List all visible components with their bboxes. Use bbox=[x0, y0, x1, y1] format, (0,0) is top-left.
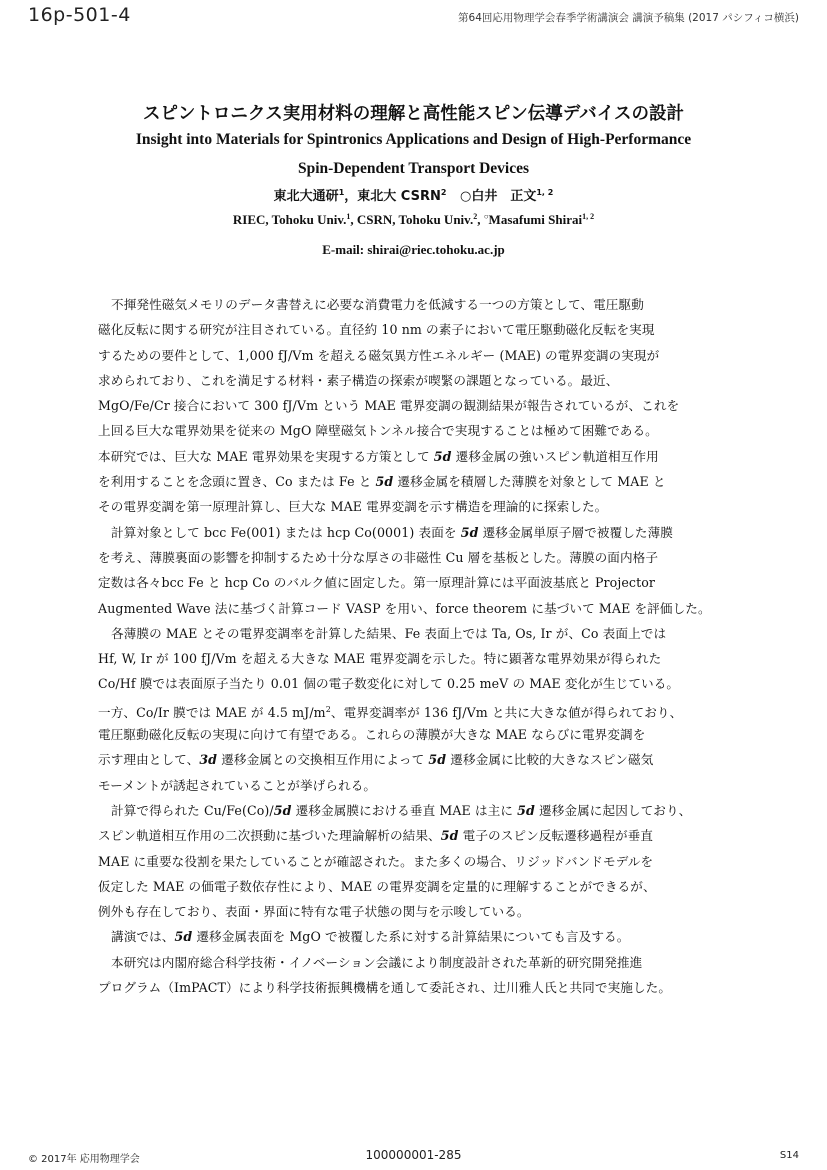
affiliation-1-sup: 1 bbox=[338, 188, 345, 197]
text-line: その電界変調を第一原理計算し、巨大な MAE 電界変調を示す構造を理論的に探索した。 bbox=[98, 499, 608, 515]
author-email: E-mail: shirai@riec.tohoku.ac.jp bbox=[322, 242, 505, 257]
affiliation-1-sup: 1 bbox=[346, 212, 351, 221]
text-line: 例外も存在しており、表面・界面に特有な電子状態の関与を示唆している。 bbox=[98, 904, 530, 920]
title-japanese: スピントロニクス実用材料の理解と高性能スピン伝導デバイスの設計 bbox=[142, 104, 685, 124]
separator: , bbox=[477, 212, 484, 227]
text-line: 不揮発性磁気メモリのデータ書替えに必要な消費電力を低減する一つの方策として、電圧駆動 bbox=[111, 297, 644, 312]
text-line: 計算で得られた Cu/Fe(Co)/5d 遷移金属膜における垂直 MAE は主に 5d 遷移金属に起因しており、 bbox=[111, 802, 692, 818]
author-name-jp: 白井 正文 bbox=[471, 189, 537, 204]
text-line: するための要件として、1,000 fJ/Vm を超える磁気異方性エネルギー (MAE) の電界変調の実現が bbox=[98, 347, 660, 363]
affiliation-1-en: RIEC, Tohoku Univ. bbox=[232, 212, 347, 227]
text-line: プログラム（ImPACT）により科学技術振興機構を通して委託され、辻川雅人氏と共同で実施した。 bbox=[98, 980, 672, 996]
title-english-line-1: Insight into Materials for Spintronics Applications and Design of High-Performance bbox=[135, 131, 692, 148]
presenter-mark: ○ bbox=[460, 189, 472, 204]
text-line: 電圧駆動磁化反転の実現に向けて有望である。これらの薄膜が大きな MAE ならびに電界変調を bbox=[98, 727, 646, 743]
affiliation-2-jp: 東北大 CSRN bbox=[357, 189, 441, 204]
separator: , bbox=[350, 212, 357, 227]
affiliation-2-sup: 2 bbox=[440, 188, 447, 197]
page-number: S14 bbox=[779, 1150, 799, 1161]
text-line: Augmented Wave 法に基づく計算コード VASP を用い、force theorem に基づいて MAE を評価した。 bbox=[98, 600, 711, 616]
text-line: を利用することを念頭に置き、Co または Fe と 5d 遷移金属を積層した薄膜を対象として MAE と bbox=[98, 474, 666, 490]
text-line: 計算対象として bcc Fe(001) または hcp Co(0001) 表面を 5d 遷移金属単原子層で被覆した薄膜 bbox=[111, 524, 673, 540]
affiliation-2-en: CSRN, Tohoku Univ. bbox=[356, 212, 474, 227]
text-line: モーメントが誘起されていることが挙げられる。 bbox=[98, 777, 377, 793]
abstract-body bbox=[98, 292, 734, 1000]
author-name-en: Masafumi Shirai bbox=[488, 212, 583, 227]
text-line: 本研究では、巨大な MAE 電界効果を実現する方策として 5d 遷移金属の強いスピン軌道相互作用 bbox=[98, 448, 659, 464]
text-line: 磁化反転に関する研究が注目されている。直径約 10 nm の素子において電圧駆動磁化反転を実現 bbox=[98, 322, 655, 338]
text-line: を考え、薄膜裏面の影響を抑制するため十分な厚さの非磁性 Cu 層を基板とした。薄膜の面内格子 bbox=[98, 549, 659, 565]
authors-english bbox=[0, 212, 827, 228]
title-english-line-2: Spin-Dependent Transport Devices bbox=[297, 160, 530, 177]
text-line: MgO/Fe/Cr 接合において 300 fJ/Vm という MAE 電界変調の観測結果が報告されているが、これを bbox=[98, 398, 680, 414]
abstract-id: 16p-501-4 bbox=[28, 4, 131, 26]
author-sup: 1, 2 bbox=[582, 212, 595, 221]
separator: ， bbox=[344, 189, 358, 204]
text-line: Co/Hf 膜では表面原子当たり 0.01 個の電子数変化に対して 0.25 meV の MAE 変化が生じている。 bbox=[98, 676, 680, 692]
affiliation-2-sup: 2 bbox=[473, 212, 478, 221]
text-line: 示す理由として、3d 遷移金属との交換相互作用によって 5d 遷移金属に比較的大きなスピン磁気 bbox=[98, 752, 654, 768]
text-line: MAE に重要な役割を果たしていることが確認された。また多くの場合、リジッドバンドモデルを bbox=[98, 853, 654, 869]
document-number: 100000001-285 bbox=[365, 1148, 462, 1162]
text-line: 講演では、5d 遷移金属表面を MgO で被覆した系に対する計算結果についても言及する。 bbox=[111, 929, 630, 945]
text-line: 一方、Co/Ir 膜では MAE が 4.5 $mJ/m^2$、電界変調率が 136 fJ/Vm と共に大きな値が得られており、 bbox=[98, 704, 683, 720]
author-sup: 1, 2 bbox=[536, 188, 554, 197]
text-line: スピン軌道相互作用の二次摂動に基づいた理論解析の結果、5d 電子のスピン反転遷移過程が垂直 bbox=[98, 828, 654, 844]
text-line: 定数は各々bcc Fe と hcp Co のバルク値に固定した。第一原理計算には平面波基底と Projector bbox=[98, 575, 656, 591]
text-line: 各薄膜の MAE とその電界変調率を計算した結果、Fe 表面上では Ta, Os, Ir が、Co 表面上では bbox=[111, 625, 667, 641]
affiliation-1-jp: 東北大通研 bbox=[273, 189, 339, 204]
presenter-mark: ○ bbox=[483, 212, 489, 221]
conference-name: 第64回応用物理学会春季学術講演会 講演予稿集 (2017 パシフィコ横浜) bbox=[458, 12, 799, 24]
text-line: 仮定した MAE の価電子数依存性により、MAE の電界変調を定量的に理解することができるが、 bbox=[98, 878, 656, 894]
text-line: Hf, W, Ir が 100 fJ/Vm を超える大きな MAE 電界変調を示した。特に顕著な電界効果が得られた bbox=[98, 651, 662, 667]
text-line: 求められており、これを満足する材料・素子構造の探索が喫緊の課題となっている。最近、 bbox=[98, 372, 619, 388]
copyright: © 2017年 応用物理学会 bbox=[28, 1154, 140, 1165]
text-line: 上回る巨大な電界効果を従来の MgO 障壁磁気トンネル接合で実現することは極めて困難である。 bbox=[98, 423, 658, 439]
authors-japanese bbox=[0, 185, 827, 204]
text-line: 本研究は内閣府総合科学技術・イノベーション会議により制度設計された革新的研究開発推進 bbox=[111, 954, 643, 970]
